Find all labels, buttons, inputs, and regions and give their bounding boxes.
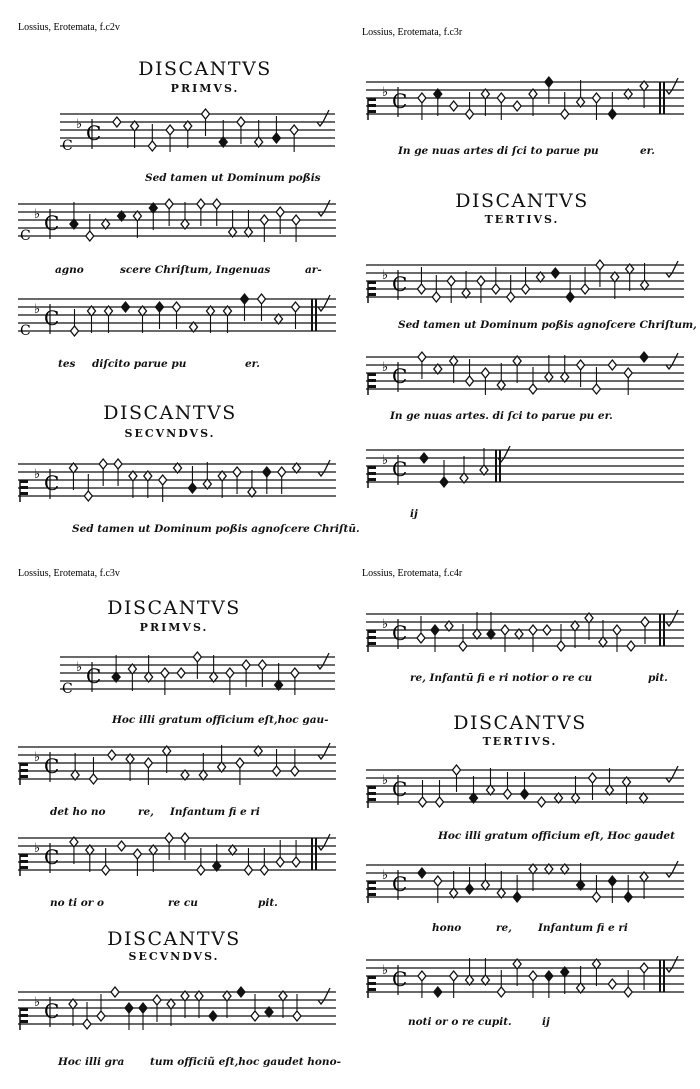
note-head <box>481 368 489 378</box>
custos-mark <box>317 653 329 669</box>
note-head <box>291 766 299 776</box>
note-head <box>86 231 94 241</box>
note-head <box>114 459 122 469</box>
lyric-line: In ge nuas artes. di ſci to parue pu er. <box>390 410 613 422</box>
note-head <box>291 668 299 678</box>
lyric-line: In ge nuas artes di ſci to parue pu <box>398 145 599 157</box>
part-heading-discantus-primus: DISCANTVS <box>107 597 241 619</box>
mensuration-sign: C <box>44 845 60 869</box>
clef-symbol <box>368 798 376 801</box>
lyric-line: re, Infantū fi e ri notior o re cu <box>410 672 593 684</box>
clef-symbol <box>20 854 28 857</box>
clef-symbol <box>368 881 376 884</box>
note-head <box>418 971 426 981</box>
mensuration-sign: C <box>392 777 408 801</box>
lyric-line: re cu <box>168 897 198 909</box>
note-head <box>133 849 141 859</box>
note-head <box>258 294 266 304</box>
note-head <box>273 766 281 776</box>
lyric-line: Hoc illi gra <box>58 1056 125 1068</box>
lyric-line: ar- <box>305 264 322 276</box>
note-head <box>125 1003 133 1013</box>
mensuration-sign: C <box>392 272 408 296</box>
lyric-line: hono <box>432 922 462 934</box>
note-head <box>263 467 271 477</box>
note-head <box>292 215 300 225</box>
mensuration-sign: C <box>44 754 60 778</box>
note-head <box>543 625 551 635</box>
note-head <box>624 892 632 902</box>
mensuration-sign: C <box>392 872 408 896</box>
note-head <box>627 641 635 651</box>
flat-sign: ♭ <box>76 660 83 675</box>
music-staff <box>60 645 335 705</box>
mensuration-sign: C <box>44 471 60 495</box>
custos-mark <box>666 261 678 277</box>
clef-symbol: C <box>20 228 31 244</box>
clef-symbol <box>368 792 376 795</box>
custos-mark <box>318 295 330 311</box>
source-label-c4r: Lossius, Erotemata, f.c4r <box>362 568 463 579</box>
music-staff <box>366 948 684 1008</box>
note-head <box>177 668 185 678</box>
note-head <box>447 276 455 286</box>
lyric-line: re, <box>138 806 154 818</box>
note-head <box>417 633 425 643</box>
note-head <box>440 477 448 487</box>
note-head <box>529 384 537 394</box>
note-head <box>113 117 121 127</box>
music-staff <box>366 758 684 818</box>
flat-sign: ♭ <box>382 868 389 883</box>
note-head <box>244 865 252 875</box>
note-head <box>237 117 245 127</box>
note-head <box>592 384 600 394</box>
note-head <box>596 260 604 270</box>
note-head <box>83 1019 91 1029</box>
note-head <box>122 302 130 312</box>
mensuration-sign: C <box>392 967 408 991</box>
flat-sign: ♭ <box>34 841 41 856</box>
note-head <box>640 352 648 362</box>
flat-sign: ♭ <box>76 117 83 132</box>
note-head <box>418 93 426 103</box>
flat-sign: ♭ <box>34 207 41 222</box>
note-head <box>209 1011 217 1021</box>
clef-symbol <box>368 379 376 382</box>
mensuration-sign: C <box>86 664 102 688</box>
custos-mark <box>666 861 678 877</box>
note-head <box>153 995 161 1005</box>
part-heading-discantus-secundus: DISCANTVS <box>103 402 237 424</box>
note-head <box>197 199 205 209</box>
lyric-line: Hoc illi gratum officium eſt, Hoc gaudet <box>438 830 675 842</box>
lyric-line: re, <box>496 922 512 934</box>
note-head <box>453 765 461 775</box>
lyric-line: scere Chriſtum, Ingenuas <box>120 264 271 276</box>
note-head <box>84 491 92 501</box>
clef-symbol <box>368 472 376 475</box>
clef-symbol <box>20 486 28 489</box>
note-head <box>529 971 537 981</box>
lyric-line: Infantum fi e ri <box>170 806 260 818</box>
custos-mark <box>318 460 330 476</box>
note-head <box>276 857 284 867</box>
note-head <box>521 789 529 799</box>
note-head <box>166 125 174 135</box>
clef-symbol <box>368 287 376 290</box>
clef-symbol <box>20 492 28 495</box>
part-subheading-tertius: TERTIVS. <box>484 213 560 226</box>
lyric-line: diſcito parue pu <box>92 358 187 370</box>
note-head <box>529 625 537 635</box>
note-head <box>260 215 268 225</box>
note-head <box>71 326 79 336</box>
note-head <box>431 625 439 635</box>
note-head <box>242 660 250 670</box>
lyric-line: noti or o re cupit. <box>408 1016 512 1028</box>
lyric-line: Sed tamen ut Dominum poßis agnoſcere Chriſtum, <box>398 319 697 331</box>
lyric-line: tum officiũ eſt,hoc gaudet hono- <box>150 1056 341 1068</box>
note-head <box>233 467 241 477</box>
custos-mark <box>318 834 330 850</box>
note-head <box>608 109 616 119</box>
note-head <box>477 276 485 286</box>
part-subheading-primus: PRIMVS. <box>170 82 240 95</box>
clef-symbol <box>368 281 376 284</box>
clef-symbol <box>368 786 376 789</box>
clef-symbol <box>368 110 376 113</box>
clef-symbol <box>20 1014 28 1017</box>
clef-symbol <box>20 860 28 863</box>
note-head <box>165 199 173 209</box>
music-staff <box>366 70 684 130</box>
clef-symbol <box>368 887 376 890</box>
music-staff <box>18 287 336 347</box>
source-label-c3r: Lossius, Erotemata, f.c3r <box>362 27 463 38</box>
lyric-line: er. <box>640 145 655 157</box>
note-head <box>450 971 458 981</box>
note-head <box>159 475 167 485</box>
note-head <box>290 125 298 135</box>
mensuration-sign: C <box>44 999 60 1023</box>
music-staff <box>366 345 684 405</box>
mensuration-sign: C <box>44 306 60 330</box>
source-label-c3v: Lossius, Erotemata, f.c3v <box>18 568 120 579</box>
note-head <box>193 652 201 662</box>
note-head <box>97 1011 105 1021</box>
note-head <box>466 376 474 386</box>
note-head <box>102 865 110 875</box>
note-head <box>624 987 632 997</box>
note-head <box>213 199 221 209</box>
clef-symbol <box>368 988 376 991</box>
note-head <box>292 302 300 312</box>
note-head <box>292 857 300 867</box>
note-head <box>497 93 505 103</box>
note-head <box>99 459 107 469</box>
music-staff <box>18 735 336 795</box>
music-staff <box>18 826 336 886</box>
flat-sign: ♭ <box>382 963 389 978</box>
note-head <box>272 133 280 143</box>
note-head <box>293 1011 301 1021</box>
clef-symbol <box>368 982 376 985</box>
clef-symbol <box>368 478 376 481</box>
flat-sign: ♭ <box>34 995 41 1010</box>
note-head <box>419 797 427 807</box>
part-subheading-secundus: SECVNDVS. <box>124 427 216 440</box>
clef-symbol <box>368 466 376 469</box>
lyric-line: ij <box>542 1016 550 1028</box>
note-head <box>173 302 181 312</box>
note-head <box>118 841 126 851</box>
clef-symbol: C <box>62 681 73 697</box>
note-head <box>513 101 521 111</box>
note-head <box>278 467 286 477</box>
clef-symbol <box>368 642 376 645</box>
note-head <box>258 660 266 670</box>
note-head <box>144 758 152 768</box>
clef-symbol <box>20 1020 28 1023</box>
note-head <box>545 77 553 87</box>
note-head <box>417 284 425 294</box>
flat-sign: ♭ <box>382 268 389 283</box>
flat-sign: ♭ <box>382 453 389 468</box>
note-head <box>450 101 458 111</box>
note-head <box>504 789 512 799</box>
custos-mark <box>318 743 330 759</box>
part-subheading-primus: PRIMVS. <box>139 621 209 634</box>
note-head <box>237 987 245 997</box>
note-head <box>608 360 616 370</box>
note-head <box>436 797 444 807</box>
note-head <box>592 93 600 103</box>
note-head <box>507 292 515 302</box>
lyric-line: agno <box>55 264 84 276</box>
lyric-line: Sed tamen ut Dominum poßis <box>145 172 321 184</box>
note-head <box>538 797 546 807</box>
clef-symbol <box>20 1008 28 1011</box>
note-head <box>434 876 442 886</box>
note-head <box>497 987 505 997</box>
note-head <box>418 352 426 362</box>
custos-mark <box>666 78 678 94</box>
note-head <box>551 268 559 278</box>
flat-sign: ♭ <box>382 360 389 375</box>
part-heading-discantus-secundus: DISCANTVS <box>107 928 241 950</box>
flat-sign: ♭ <box>34 302 41 317</box>
custos-mark <box>317 110 329 126</box>
note-head <box>251 1011 259 1021</box>
note-head <box>181 833 189 843</box>
part-heading-discantus-tertius: DISCANTVS <box>453 712 587 734</box>
mensuration-sign: C <box>392 364 408 388</box>
note-head <box>89 774 97 784</box>
note-head <box>165 833 173 843</box>
note-head <box>139 1003 147 1013</box>
note-head <box>492 284 500 294</box>
part-heading-discantus-tertius: DISCANTVS <box>455 190 589 212</box>
note-head <box>624 368 632 378</box>
music-staff <box>366 602 684 662</box>
lyric-line: pit. <box>258 897 278 909</box>
mensuration-sign: C <box>392 621 408 645</box>
mensuration-sign: C <box>86 121 102 145</box>
music-staff <box>366 853 684 913</box>
note-head <box>161 668 169 678</box>
custos-mark <box>666 610 678 626</box>
lyric-line: pit. <box>648 672 668 684</box>
note-head <box>197 865 205 875</box>
lyric-line: Hoc illi gratum officium eſt,hoc gau- <box>112 714 329 726</box>
part-heading-discantus-primus: DISCANTVS <box>138 58 272 80</box>
note-head <box>581 284 589 294</box>
note-head <box>156 302 164 312</box>
clef-symbol <box>368 385 376 388</box>
clef-symbol <box>20 480 28 483</box>
source-label-c2v: Lossius, Erotemata, f.c2v <box>18 22 120 33</box>
flat-sign: ♭ <box>34 467 41 482</box>
lyric-line: tes <box>58 358 76 370</box>
music-staff <box>18 980 336 1040</box>
note-head <box>608 876 616 886</box>
note-head <box>188 483 196 493</box>
part-subheading-secundus: SECVNDVS. <box>128 950 220 963</box>
flat-sign: ♭ <box>382 85 389 100</box>
note-head <box>589 773 597 783</box>
note-head <box>592 892 600 902</box>
note-head <box>260 865 268 875</box>
music-staff <box>18 452 336 512</box>
music-staff <box>366 438 684 498</box>
mensuration-sign: C <box>392 457 408 481</box>
note-head <box>108 750 116 760</box>
note-head <box>513 892 521 902</box>
note-head <box>236 758 244 768</box>
part-subheading-tertius: TERTIVS. <box>482 735 558 748</box>
clef-symbol <box>368 293 376 296</box>
note-head <box>466 884 474 894</box>
mensuration-sign: C <box>44 211 60 235</box>
note-head <box>434 987 442 997</box>
clef-symbol <box>368 976 376 979</box>
custos-mark <box>666 766 678 782</box>
music-staff <box>18 192 336 252</box>
lyric-line: er. <box>245 358 260 370</box>
note-head <box>226 668 234 678</box>
note-head <box>545 971 553 981</box>
lyric-line: det ho no <box>50 806 106 818</box>
custos-mark <box>318 988 330 1004</box>
lyric-line: ij <box>410 508 418 520</box>
clef-symbol <box>20 763 28 766</box>
note-head <box>276 207 284 217</box>
note-head <box>148 141 156 151</box>
custos-mark <box>318 200 330 216</box>
flat-sign: ♭ <box>34 750 41 765</box>
music-staff <box>366 253 684 313</box>
note-head <box>466 109 474 119</box>
clef-symbol: C <box>20 323 31 339</box>
flat-sign: ♭ <box>382 617 389 632</box>
clef-symbol <box>368 98 376 101</box>
clef-symbol <box>368 893 376 896</box>
lyric-line: Infantum fi e ri <box>538 922 628 934</box>
note-head <box>202 109 210 119</box>
note-head <box>577 360 585 370</box>
clef-symbol <box>20 775 28 778</box>
mensuration-sign: C <box>392 89 408 113</box>
note-head <box>522 284 530 294</box>
note-head <box>420 453 428 463</box>
lyric-line: no ti or o <box>50 897 104 909</box>
note-head <box>613 625 621 635</box>
note-head <box>561 109 569 119</box>
note-head <box>608 979 616 989</box>
note-head <box>241 294 249 304</box>
note-head <box>641 617 649 627</box>
lyric-line: Sed tamen ut Dominum poßis agnoſcere Chriſtū. <box>72 523 360 535</box>
note-head <box>459 641 467 651</box>
note-head <box>418 868 426 878</box>
note-head <box>432 292 440 302</box>
music-staff <box>60 102 335 162</box>
note-head <box>640 963 648 973</box>
clef-symbol <box>20 769 28 772</box>
clef-symbol <box>368 373 376 376</box>
custos-mark <box>666 956 678 972</box>
note-head <box>557 641 565 651</box>
clef-symbol <box>20 866 28 869</box>
custos-mark <box>666 353 678 369</box>
clef-symbol <box>368 104 376 107</box>
clef-symbol <box>368 630 376 633</box>
note-head <box>566 292 574 302</box>
clef-symbol: C <box>62 138 73 154</box>
clef-symbol <box>368 636 376 639</box>
flat-sign: ♭ <box>382 773 389 788</box>
note-head <box>501 625 509 635</box>
note-head <box>111 987 119 997</box>
